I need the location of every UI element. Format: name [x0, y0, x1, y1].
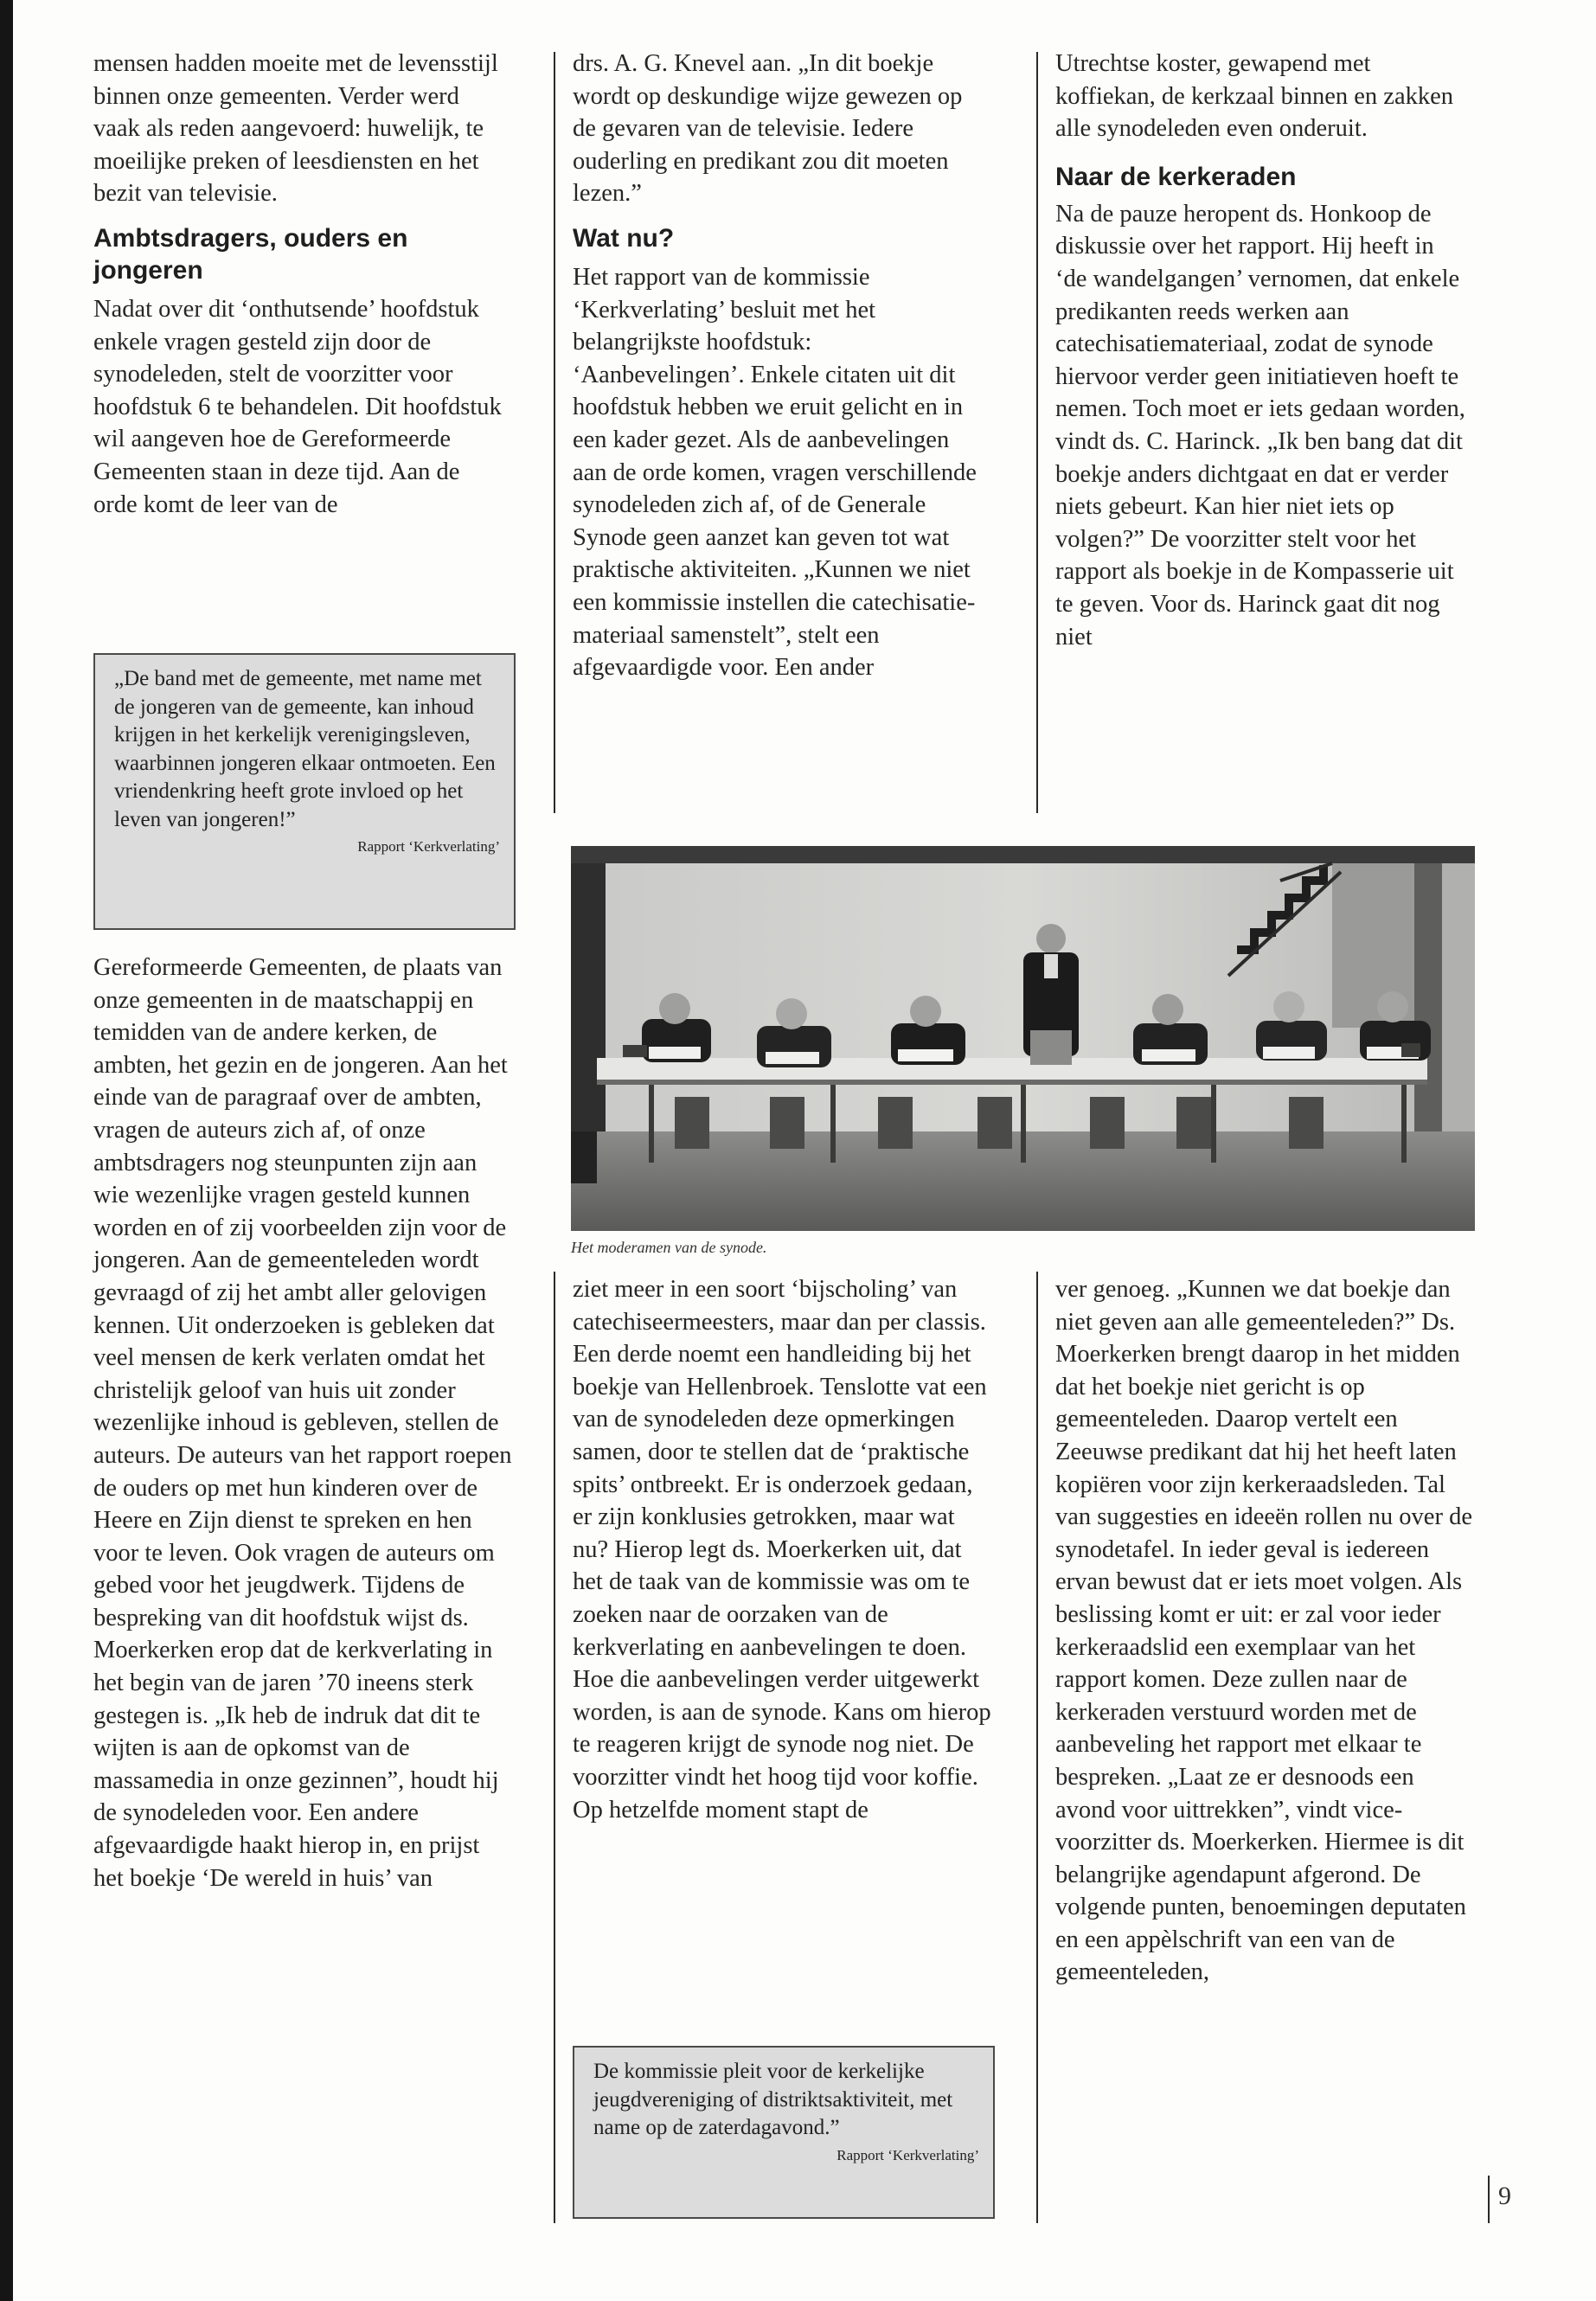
column-rule-2-bottom: [1036, 1272, 1038, 2223]
quote-box-1-source: Rapport ‘Kerkverlating’: [357, 838, 500, 855]
quote-box-1: [93, 653, 516, 930]
quote-box-2: [573, 2046, 995, 2219]
column-2-top: [573, 48, 988, 684]
page-number: 9: [1498, 2182, 1511, 2210]
column-rule-1-bottom: [554, 1272, 555, 2223]
quote-box-2-source: Rapport ‘Kerkverlating’: [836, 2146, 979, 2163]
column-rule-2: [1036, 52, 1038, 813]
column-3-para-2: ver genoeg. „Kunnen we dat boekje dan niet geven aan alle gemeenteleden?” Ds. Moerkerken brengt daarop in het midden dat het boekje niet gericht is op gemeenteleden. Daarop vertelt een Zeeuwse predikant dat hij het heeft laten kopiëren voor zijn kerkeraadsleden. Tal van suggesties en ideeën rollen nu over de synodetafel. In ieder geval is iedereen ervan bewust dat er iets moet volgen. Als beslissing komt er uit: er zal voor ieder kerkeraadslid een exemplaar van het rapport komen. Deze zullen naar de kerkeraden verstuurd worden met de aanbeveling het rapport met elkaar te bespreken. „Laat ze er desnoods een avond voor uittrekken”, vindt vice-voorzitter ds. Moerkerken. Hiermee is dit belangrijke agendapunt afgerond. De volgende punten, benoemingen deputaten en een appèlschrift van een van de gemeenteleden,: [1055, 1276, 1472, 1986]
column-1-heading: Ambtsdragers, ouders en jongeren: [93, 223, 408, 285]
column-1-top-text: mensen hadden moeite met de levensstijl binnen onze gemeenten. Verder werd vaak als reden aangevoerd: huwelijk, te moeilijke preken of leesdiensten en het bezit van televisie.: [93, 50, 498, 208]
column-3-top-text: Utrechtse koster, gewapend met koffiekan, de kerkzaal binnen en zakken alle synodeleden even onderuit.: [1055, 50, 1454, 143]
column-3-heading: Naar de kerkeraden: [1055, 162, 1297, 191]
column-1-top: [93, 48, 509, 521]
page-edge-shadow: [0, 0, 13, 2301]
quote-box-2-text: De kommissie pleit voor de kerkelijke jeugdvereniging of distriktsaktiviteit, met name op de zaterdagavond.”: [593, 2060, 953, 2139]
column-rule-1: [554, 52, 555, 813]
column-2-top-text: drs. A. G. Knevel aan. „In dit boekje wordt op deskundige wijze gewezen op de gevaren van de televisie. Iedere ouderling en predikant zou dit moeten lezen.”: [573, 50, 963, 208]
column-2-para-1: Het rapport van de kommissie ‘Kerkverlating’ besluit met het belangrijkste hoofdstuk: ‘Aanbevelingen’. Enkele citaten uit dit hoofdstuk hebben we eruit gelicht en in een kader gezet. Als de aanbevelingen aan de orde komen, vragen verschillende synodeleden zich af, of de Generale Synode geen aanzet kan geven tot wat praktische aktiviteiten. „Kunnen we niet een kommissie instellen die catechisatie-materiaal samenstelt”, stelt een afgevaardigde voor. Een ander: [573, 263, 977, 682]
quote-box-1-text: „De band met de gemeente, met name met de jongeren van de gemeente, kan inhoud krijgen in het kerkelijk verenigingsleven, waarbinnen jongeren elkaar ontmoeten. Een vriendenkring heeft grote invloed op het leven van jongeren!”: [114, 667, 496, 831]
column-3-top: [1055, 48, 1471, 653]
column-1-bottom: [93, 952, 516, 1894]
column-3-para-1: Na de pauze heropent ds. Honkoop de diskussie over het rapport. Hij heeft in ‘de wandelgangen’ vernomen, dat enkele predikanten reeds werken aan catechisatiemateriaal, zodat de synode hiervoor verder geen initiatieven hoeft te nemen. Toch moet er iets gedaan worden, vindt ds. C. Harinck. „Ik ben bang dat dit boekje anders dichtgaat en dat er verder niets gebeurt. Kan hier niet iets op volgen?” De voorzitter stelt voor het rapport als boekje in de Kompasserie uit te geven. Voor ds. Harinck gaat dit nog niet: [1055, 200, 1465, 651]
photo-caption: Het moderamen van de synode.: [571, 1239, 767, 1256]
column-1-para-2: Gereformeerde Gemeenten, de plaats van onze gemeenten in de maatschappij en temidden van de andere kerken, de ambten, het gezin en de jongeren. Aan het einde van de paragraaf over de ambten, vragen de auteurs zich af, of onze ambtsdragers nog steunpunten zijn aan wie wezenlijke vragen gesteld kunnen worden en of zij voorbeelden zijn voor de jongeren. Aan de gemeenteleden wordt gevraagd of zij het ambt aller gelovigen kennen. Uit onderzoeken is gebleken dat veel mensen de kerk verlaten omdat het christelijk geloof van huis uit zonder wezenlijke inhoud is gebleven, stellen de auteurs. De auteurs van het rapport roepen de ouders op met hun kinderen over de Heere en Zijn dienst te spreken en hen voor te leven. Ook vragen de auteurs om gebed voor het jeugdwerk. Tijdens de bespreking van dit hoofdstuk wijst ds. Moerkerken erop dat de kerkverlating in het begin van de jaren ’70 ineens sterk gestegen is. „Ik heb de indruk dat dit te wijten is aan de opkomst van de massamedia in onze gezinnen”, houdt hij de synodeleden voor. Een andere afgevaardigde haakt hierop in, en prijst het boekje ‘De wereld in huis’ van: [93, 954, 512, 1892]
column-2-heading: Wat nu?: [573, 223, 675, 253]
column-3-bottom: [1055, 1273, 1477, 1989]
synod-photo-image: [571, 846, 1475, 1231]
column-2-bottom: [573, 1273, 995, 1826]
column-2-para-2: ziet meer in een soort ‘bijscholing’ van catechiseermeesters, maar dan per classis. Een derde noemt een handleiding bij het boekje van Hellenbroek. Tenslotte vat een van de synodeleden deze opmerkingen samen, door te stellen dat de ‘praktische spits’ ontbreekt. Er is onderzoek gedaan, er zijn konklusies getrokken, maar wat nu? Hierop legt ds. Moerkerken uit, dat het de taak van de kommissie was om te zoeken naar de oorzaken van de kerkverlating en aanbevelingen te doen. Hoe die aanbevelingen verder uitgewerkt worden, is aan de synode. Kans om hierop te reageren krijgt de synode nog niet. De voorzitter vindt het hoog tijd voor koffie. Op hetzelfde moment stapt de: [573, 1276, 991, 1823]
column-1-para-1: Nadat over dit ‘onthutsende’ hoofdstuk enkele vragen gesteld zijn door de synodeleden, stelt de voorzitter voor hoofdstuk 6 te behandelen. Dit hoofdstuk wil aangeven hoe de Gereformeerde Gemeenten staan in deze tijd. Aan de orde komt de leer van de: [93, 295, 502, 518]
page-number-rule: [1488, 2176, 1490, 2223]
synod-photo: [571, 846, 1475, 1231]
